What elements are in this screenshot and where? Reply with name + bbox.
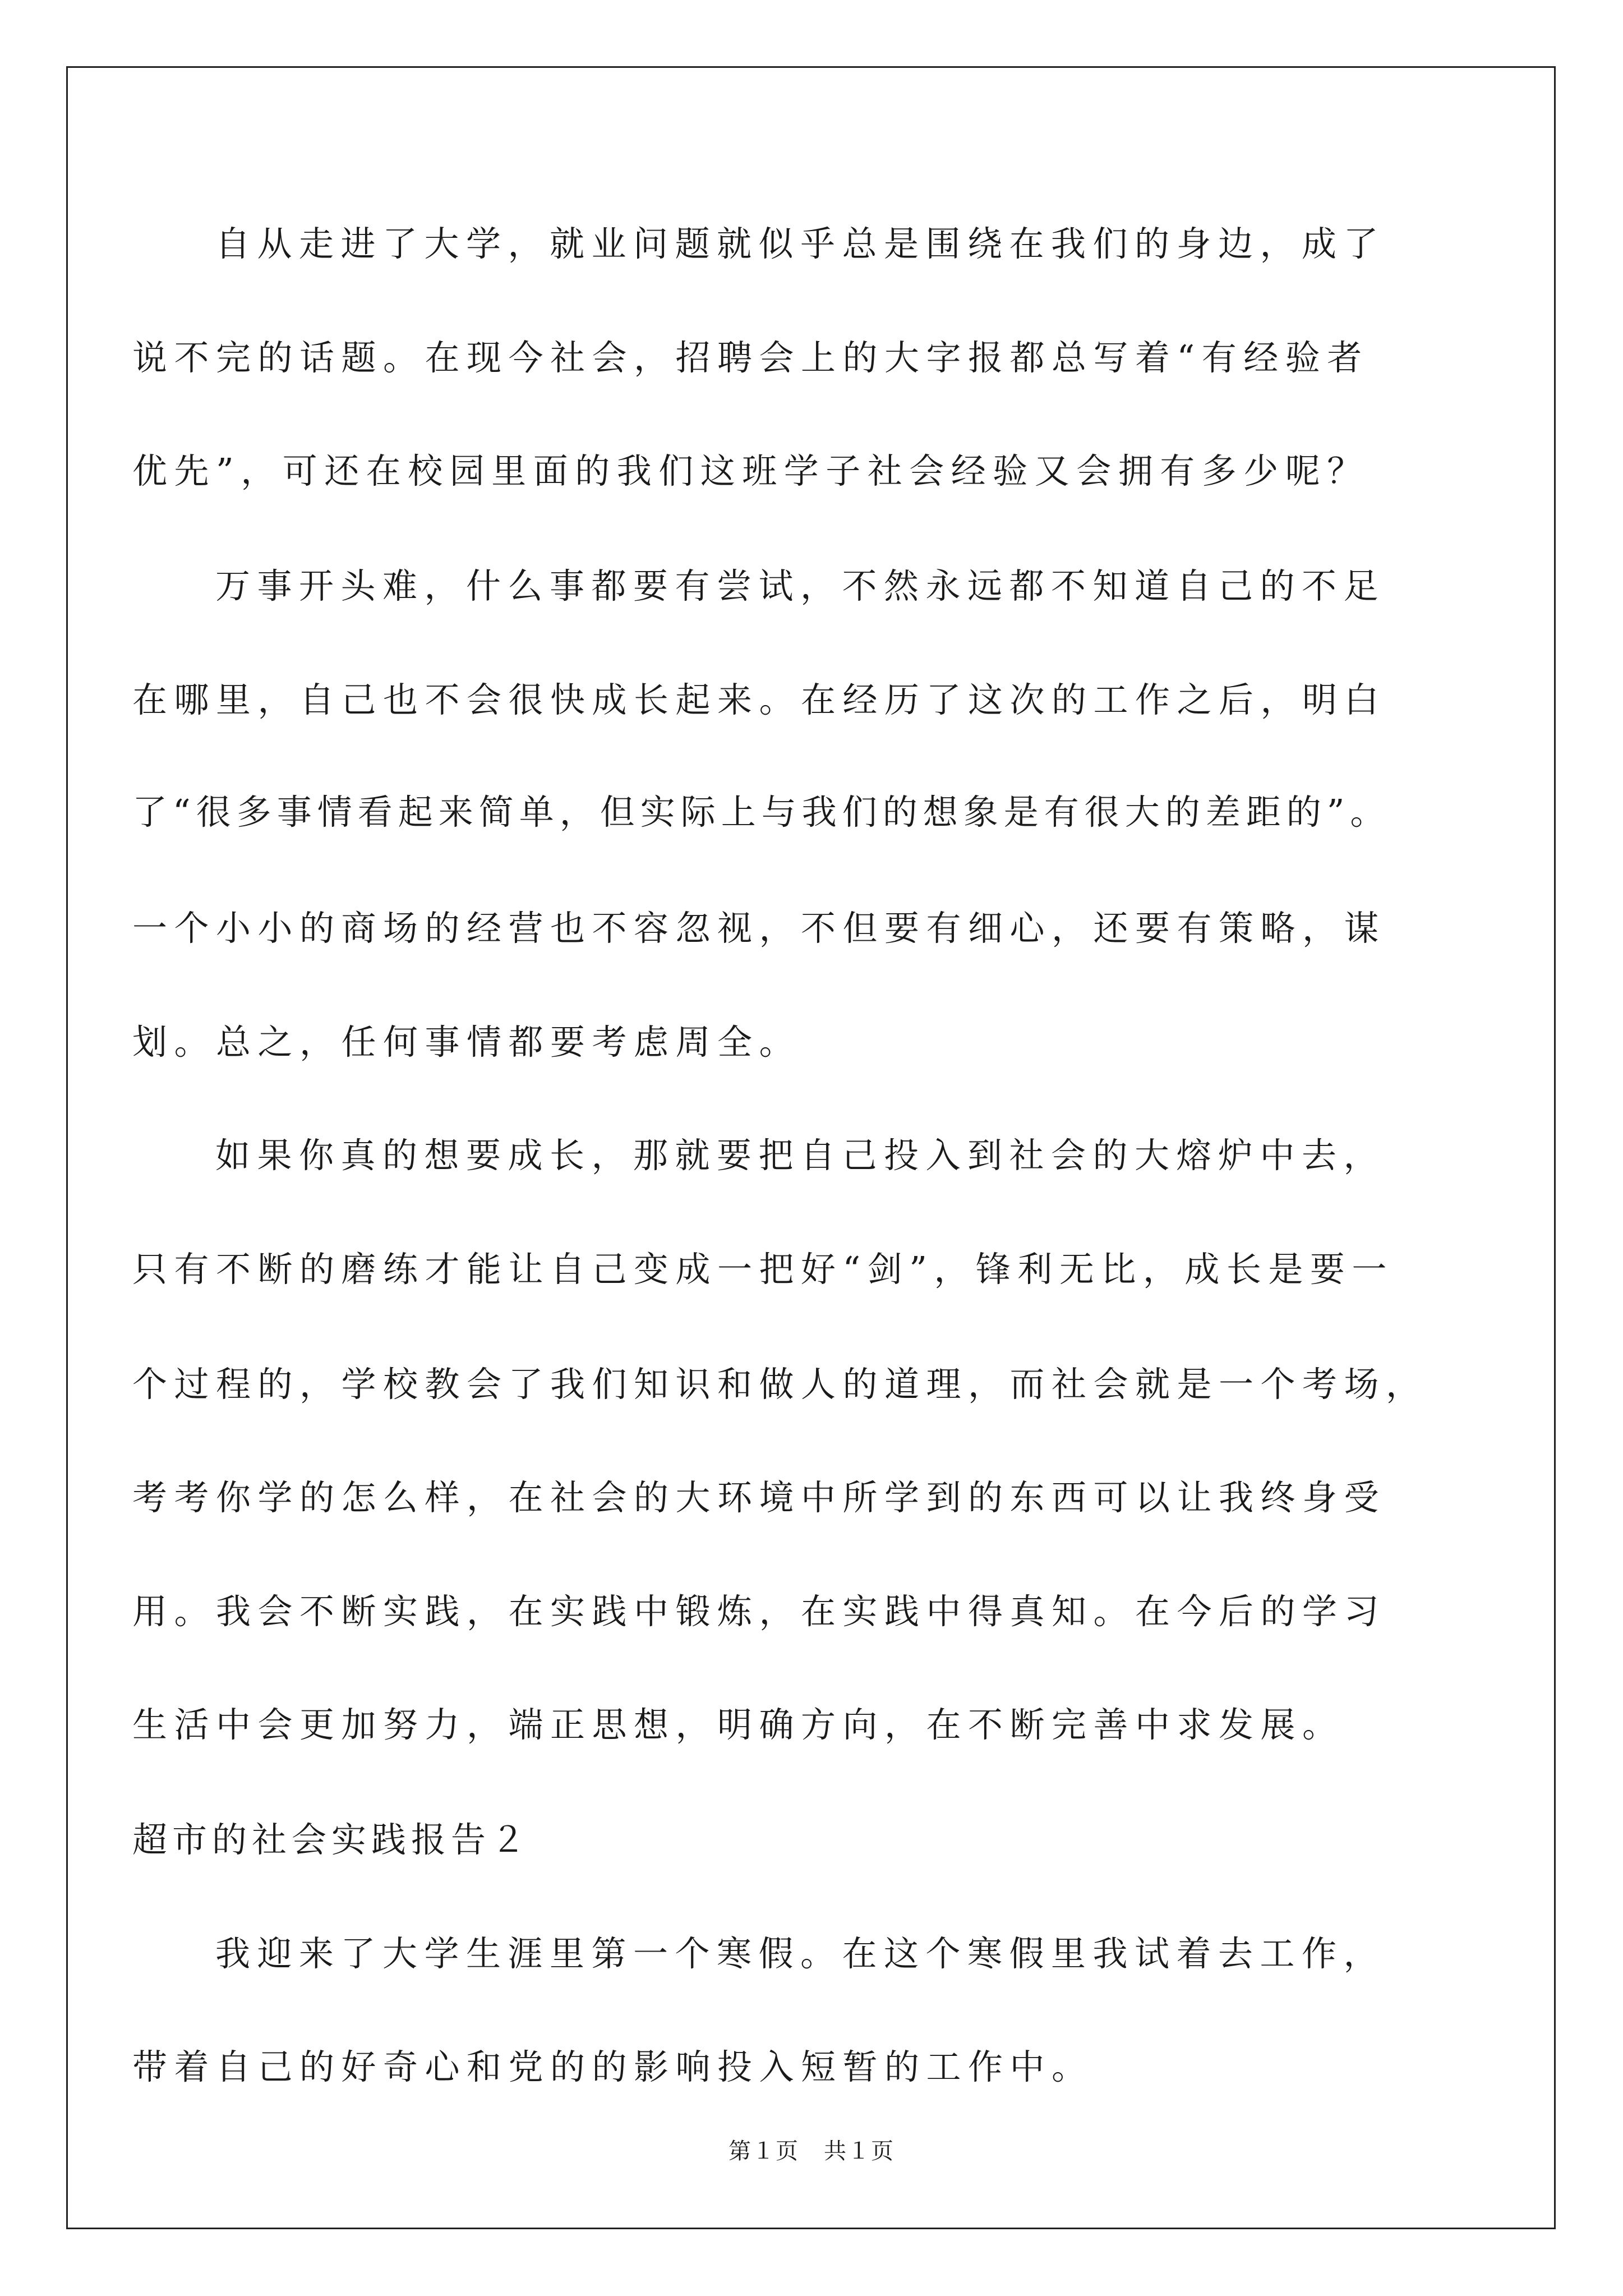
paragraph-line: 我迎来了大学生涯里第一个寒假。在这个寒假里我试着去工作， (215, 1933, 1386, 1974)
paragraph-line: 自从走进了大学，就业问题就似乎总是围绕在我们的身边，成了 (215, 223, 1386, 264)
paragraph-line: 万事开头难，什么事都要有尝试，不然永远都不知道自己的不足 (215, 565, 1386, 606)
paragraph-line: 了“很多事情看起来简单，但实际上与我们的想象是有很大的差距的”。 (132, 792, 1391, 832)
paragraph-line: 考考你学的怎么样，在社会的大环境中所学到的东西可以让我终身受 (132, 1477, 1386, 1518)
paragraph-line: 在哪里，自己也不会很快成长起来。在经历了这次的工作之后，明白 (132, 679, 1386, 720)
paragraph-line: 划。总之，任何事情都要考虑周全。 (132, 1022, 801, 1062)
page-footer (0, 2133, 1623, 2165)
paragraph-line: 个过程的，学校教会了我们知识和做人的道理，而社会就是一个考场， (132, 1364, 1428, 1405)
paragraph-line: 用。我会不断实践，在实践中锻炼，在实践中得真知。在今后的学习 (132, 1591, 1386, 1632)
page-number-total: 共１页 (824, 2138, 895, 2164)
paragraph-line: 带着自己的好奇心和党的的影响投入短暂的工作中。 (132, 2046, 1094, 2087)
paragraph-line: 一个小小的商场的经营也不容忽视，不但要有细心，还要有策略，谋 (132, 908, 1386, 949)
paragraph-line: 优先”，可还在校园里面的我们这班学子社会经验又会拥有多少呢？ (132, 450, 1369, 491)
paragraph-line: 生活中会更加努力，端正思想，明确方向，在不断完善中求发展。 (132, 1704, 1344, 1745)
paragraph-line: 如果你真的想要成长，那就要把自己投入到社会的大熔炉中去， (215, 1135, 1386, 1176)
paragraph-line: 只有不断的磨练才能让自己变成一把好“剑”，锋利无比，成长是要一 (132, 1249, 1394, 1290)
section-heading: 超市的社会实践报告２ (132, 1819, 531, 1860)
paragraph-line: 说不完的话题。在现今社会，招聘会上的大字报都总写着“有经验者 (132, 337, 1369, 378)
page-number-current: 第１页 (728, 2138, 799, 2164)
